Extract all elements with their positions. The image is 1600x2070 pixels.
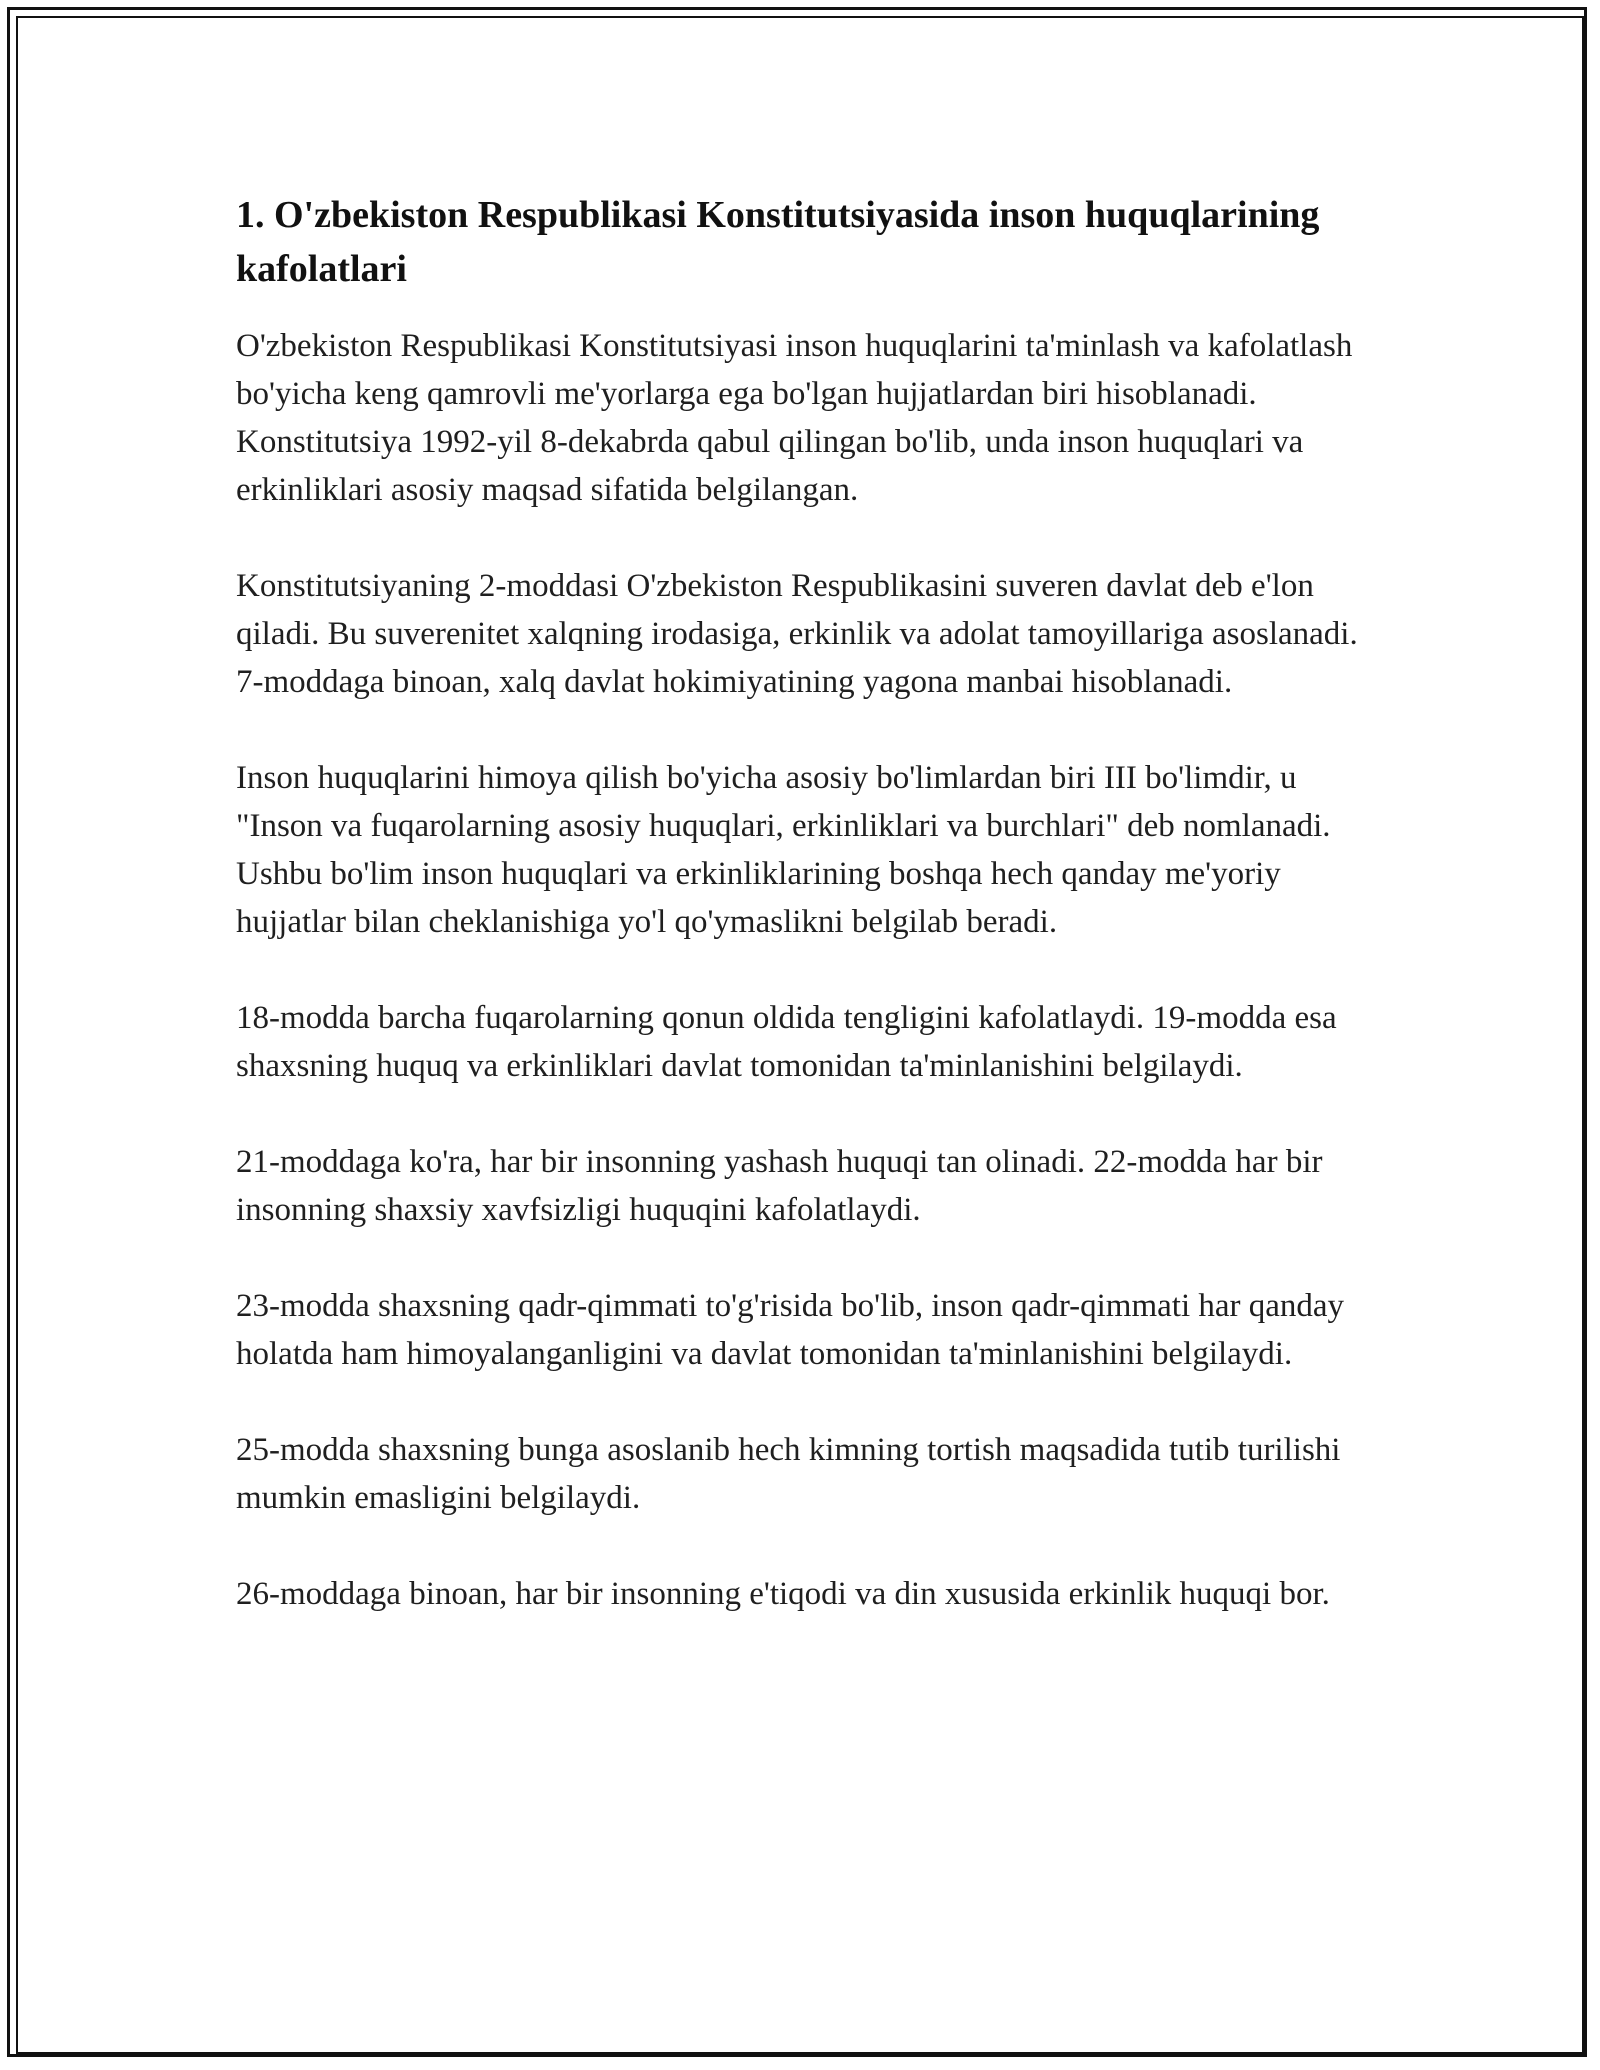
paragraph-article-25: 25-modda shaxsning bunga asoslanib hech kimning tortish maqsadida tutib turilishi mumkin emasligini belgilaydi. [236, 1432, 1341, 1516]
paragraph-article-26: 26-moddaga binoan, har bir insonning e'tiqodi va din xususida erkinlik huquqi bor. [236, 1576, 1330, 1612]
document-body [236, 188, 1366, 1666]
paragraph-section-3: Inson huquqlarini himoya qilish bo'yicha asosiy bo'limlardan biri III bo'limdir, u "Inson va fuqarolarning asosiy huquqlari, erkinliklari va burchlari" deb nomlanadi. Ushbu bo'lim inson huquqlari va erkinliklarining boshqa hech qanday me'yoriy hujjatlar bilan cheklanishiga yo'l qo'ymaslikni belgilab beradi. [236, 760, 1331, 940]
document-title: 1. O'zbekiston Respublikasi Konstitutsiyasida inson huquqlarining kafolatlari [236, 194, 1320, 290]
paragraph-article-2-7: Konstitutsiyaning 2-moddasi O'zbekiston Respublikasini suveren davlat deb e'lon qiladi. Bu suverenitet xalqning irodasiga, erkinlik va adolat tamoyillariga asoslanadi. 7-moddaga binoan, xalq davlat hokimiyatining yagona manbai hisoblanadi. [236, 568, 1358, 700]
paragraph-article-21-22: 21-moddaga ko'ra, har bir insonning yashash huquqi tan olinadi. 22-modda har bir insonning shaxsiy xavfsizligi huquqini kafolatlaydi. [236, 1144, 1323, 1228]
paragraph-article-23: 23-modda shaxsning qadr-qimmati to'g'risida bo'lib, inson qadr-qimmati har qanday holatda ham himoyalanganligini va davlat tomonidan ta'minlanishini belgilaydi. [236, 1288, 1345, 1372]
paragraph-article-18-19: 18-modda barcha fuqarolarning qonun oldida tengligini kafolatlaydi. 19-modda esa shaxsning huquq va erkinliklari davlat tomonidan ta'minlanishini belgilaydi. [236, 1000, 1337, 1084]
paragraph-constitution-intro: O'zbekiston Respublikasi Konstitutsiyasi inson huquqlarini ta'minlash va kafolatlash bo'yicha keng qamrovli me'yorlarga ega bo'lgan hujjatlardan biri hisoblanadi. Konstitutsiya 1992-yil 8-dekabrda qabul qilingan bo'lib, unda inson huquqlari va erkinliklari asosiy maqsad sifatida belgilangan. [236, 328, 1353, 508]
